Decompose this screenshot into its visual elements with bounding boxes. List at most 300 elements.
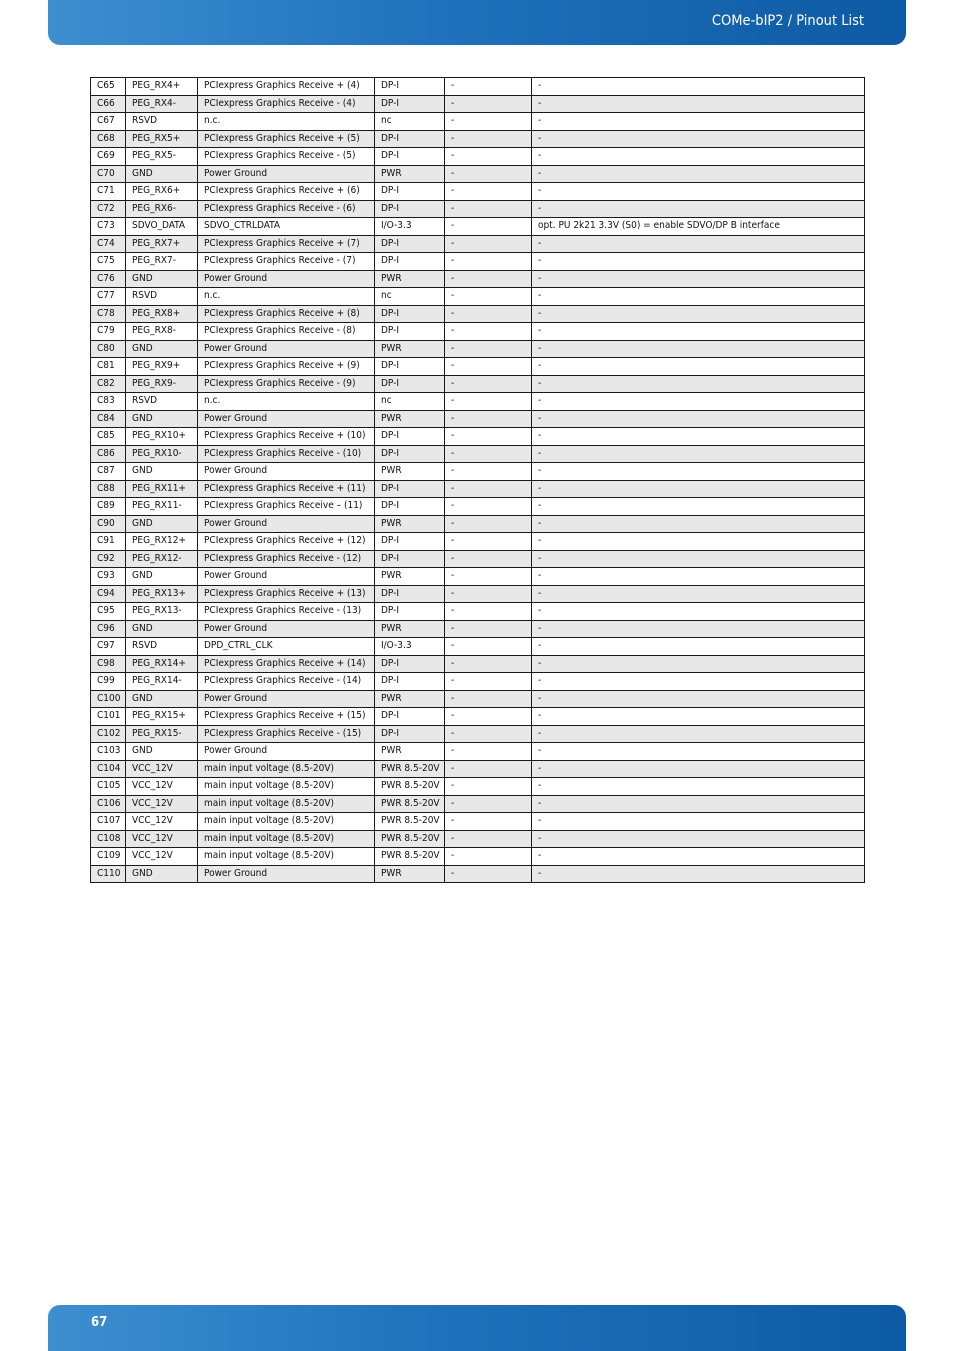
signal-cell: PEG_RX5- [126, 148, 198, 166]
termination-cell: - [445, 795, 532, 813]
comment-cell: - [532, 340, 865, 358]
type-cell: DP-I [375, 480, 445, 498]
comment-cell: - [532, 253, 865, 271]
comment-cell: - [532, 305, 865, 323]
signal-cell: VCC_12V [126, 778, 198, 796]
table-row [91, 393, 865, 411]
description-cell: main input voltage (8.5-20V) [198, 813, 375, 831]
description-cell: PCIexpress Graphics Receive + (7) [198, 235, 375, 253]
table-row [91, 778, 865, 796]
table-row [91, 270, 865, 288]
type-cell: PWR [375, 463, 445, 481]
type-cell: DP-I [375, 673, 445, 691]
signal-cell: PEG_RX6+ [126, 183, 198, 201]
pin-cell: C101 [91, 708, 126, 726]
termination-cell: - [445, 165, 532, 183]
table-row [91, 830, 865, 848]
comment-cell: - [532, 760, 865, 778]
description-cell: PCIexpress Graphics Receive + (4) [198, 78, 375, 96]
table-row [91, 673, 865, 691]
termination-cell: - [445, 585, 532, 603]
comment-cell: - [532, 795, 865, 813]
pin-cell: C108 [91, 830, 126, 848]
type-cell: PWR 8.5-20V [375, 760, 445, 778]
signal-cell: PEG_RX4+ [126, 78, 198, 96]
termination-cell: - [445, 218, 532, 236]
description-cell: PCIexpress Graphics Receive - (9) [198, 375, 375, 393]
termination-cell: - [445, 323, 532, 341]
table-row [91, 515, 865, 533]
signal-cell: VCC_12V [126, 760, 198, 778]
termination-cell: - [445, 848, 532, 866]
pinout-table-body [91, 78, 865, 883]
pin-cell: C93 [91, 568, 126, 586]
type-cell: PWR [375, 515, 445, 533]
signal-cell: GND [126, 463, 198, 481]
description-cell: PCIexpress Graphics Receive - (15) [198, 725, 375, 743]
pin-cell: C99 [91, 673, 126, 691]
pin-cell: C102 [91, 725, 126, 743]
termination-cell: - [445, 760, 532, 778]
comment-cell: - [532, 848, 865, 866]
description-cell: Power Ground [198, 743, 375, 761]
header-bar [48, 0, 906, 45]
type-cell: DP-I [375, 130, 445, 148]
description-cell: Power Ground [198, 690, 375, 708]
type-cell: DP-I [375, 253, 445, 271]
signal-cell: GND [126, 410, 198, 428]
pin-cell: C83 [91, 393, 126, 411]
table-row [91, 428, 865, 446]
description-cell: main input voltage (8.5-20V) [198, 848, 375, 866]
type-cell: DP-I [375, 235, 445, 253]
pin-cell: C80 [91, 340, 126, 358]
pin-cell: C92 [91, 550, 126, 568]
signal-cell: RSVD [126, 288, 198, 306]
type-cell: DP-I [375, 323, 445, 341]
table-row [91, 638, 865, 656]
table-row [91, 708, 865, 726]
termination-cell: - [445, 690, 532, 708]
signal-cell: GND [126, 690, 198, 708]
pin-cell: C88 [91, 480, 126, 498]
description-cell: main input voltage (8.5-20V) [198, 795, 375, 813]
termination-cell: - [445, 183, 532, 201]
pin-cell: C67 [91, 113, 126, 131]
termination-cell: - [445, 428, 532, 446]
comment-cell: - [532, 585, 865, 603]
description-cell: Power Ground [198, 620, 375, 638]
signal-cell: PEG_RX10- [126, 445, 198, 463]
description-cell: PCIexpress Graphics Receive + (14) [198, 655, 375, 673]
type-cell: DP-I [375, 498, 445, 516]
type-cell: PWR [375, 270, 445, 288]
termination-cell: - [445, 113, 532, 131]
comment-cell: - [532, 445, 865, 463]
table-row [91, 218, 865, 236]
table-row [91, 585, 865, 603]
signal-cell: PEG_RX11+ [126, 480, 198, 498]
pin-cell: C104 [91, 760, 126, 778]
description-cell: PCIexpress Graphics Receive + (5) [198, 130, 375, 148]
description-cell: SDVO_CTRLDATA [198, 218, 375, 236]
comment-cell: - [532, 620, 865, 638]
pin-cell: C82 [91, 375, 126, 393]
comment-cell: - [532, 95, 865, 113]
description-cell: Power Ground [198, 410, 375, 428]
description-cell: PCIexpress Graphics Receive - (7) [198, 253, 375, 271]
pin-cell: C66 [91, 95, 126, 113]
termination-cell: - [445, 340, 532, 358]
pin-cell: C100 [91, 690, 126, 708]
termination-cell: - [445, 95, 532, 113]
type-cell: DP-I [375, 78, 445, 96]
pin-cell: C70 [91, 165, 126, 183]
pin-cell: C87 [91, 463, 126, 481]
type-cell: PWR [375, 410, 445, 428]
type-cell: DP-I [375, 445, 445, 463]
table-row [91, 375, 865, 393]
type-cell: DP-I [375, 725, 445, 743]
termination-cell: - [445, 673, 532, 691]
description-cell: Power Ground [198, 515, 375, 533]
comment-cell: - [532, 270, 865, 288]
pin-cell: C81 [91, 358, 126, 376]
table-row [91, 358, 865, 376]
pin-cell: C72 [91, 200, 126, 218]
signal-cell: PEG_RX6- [126, 200, 198, 218]
pin-cell: C79 [91, 323, 126, 341]
signal-cell: VCC_12V [126, 830, 198, 848]
signal-cell: PEG_RX13+ [126, 585, 198, 603]
comment-cell: - [532, 568, 865, 586]
table-row [91, 340, 865, 358]
type-cell: DP-I [375, 305, 445, 323]
description-cell: PCIexpress Graphics Receive - (10) [198, 445, 375, 463]
table-row [91, 113, 865, 131]
signal-cell: RSVD [126, 638, 198, 656]
pin-cell: C73 [91, 218, 126, 236]
footer-bar [48, 1305, 906, 1351]
type-cell: DP-I [375, 708, 445, 726]
table-row [91, 533, 865, 551]
description-cell: PCIexpress Graphics Receive - (13) [198, 603, 375, 621]
signal-cell: PEG_RX5+ [126, 130, 198, 148]
comment-cell: - [532, 148, 865, 166]
termination-cell: - [445, 550, 532, 568]
description-cell: main input voltage (8.5-20V) [198, 760, 375, 778]
table-row [91, 200, 865, 218]
comment-cell: - [532, 78, 865, 96]
pin-cell: C96 [91, 620, 126, 638]
signal-cell: PEG_RX10+ [126, 428, 198, 446]
description-cell: PCIexpress Graphics Receive - (4) [198, 95, 375, 113]
signal-cell: VCC_12V [126, 848, 198, 866]
table-row [91, 183, 865, 201]
pin-cell: C78 [91, 305, 126, 323]
table-row [91, 323, 865, 341]
table-row [91, 865, 865, 883]
termination-cell: - [445, 253, 532, 271]
description-cell: PCIexpress Graphics Receive + (12) [198, 533, 375, 551]
signal-cell: PEG_RX12+ [126, 533, 198, 551]
pin-cell: C105 [91, 778, 126, 796]
pin-cell: C71 [91, 183, 126, 201]
pin-cell: C74 [91, 235, 126, 253]
signal-cell: PEG_RX11- [126, 498, 198, 516]
description-cell: PCIexpress Graphics Receive - (5) [198, 148, 375, 166]
pin-cell: C94 [91, 585, 126, 603]
type-cell: DP-I [375, 550, 445, 568]
type-cell: DP-I [375, 183, 445, 201]
type-cell: I/O-3.3 [375, 638, 445, 656]
description-cell: Power Ground [198, 340, 375, 358]
type-cell: PWR [375, 865, 445, 883]
termination-cell: - [445, 200, 532, 218]
termination-cell: - [445, 358, 532, 376]
comment-cell: - [532, 130, 865, 148]
termination-cell: - [445, 463, 532, 481]
type-cell: nc [375, 288, 445, 306]
type-cell: PWR 8.5-20V [375, 778, 445, 796]
pin-cell: C97 [91, 638, 126, 656]
termination-cell: - [445, 638, 532, 656]
signal-cell: PEG_RX8- [126, 323, 198, 341]
table-row [91, 813, 865, 831]
comment-cell: - [532, 183, 865, 201]
type-cell: PWR [375, 568, 445, 586]
signal-cell: PEG_RX14- [126, 673, 198, 691]
comment-cell: - [532, 463, 865, 481]
table-row [91, 78, 865, 96]
comment-cell: opt. PU 2k21 3.3V (S0) = enable SDVO/DP B interface [532, 218, 865, 236]
signal-cell: VCC_12V [126, 795, 198, 813]
comment-cell: - [532, 323, 865, 341]
pin-cell: C84 [91, 410, 126, 428]
termination-cell: - [445, 445, 532, 463]
pin-cell: C89 [91, 498, 126, 516]
description-cell: Power Ground [198, 270, 375, 288]
signal-cell: SDVO_DATA [126, 218, 198, 236]
description-cell: n.c. [198, 393, 375, 411]
pinout-table [90, 77, 865, 883]
comment-cell: - [532, 830, 865, 848]
termination-cell: - [445, 288, 532, 306]
description-cell: PCIexpress Graphics Receive - (6) [198, 200, 375, 218]
termination-cell: - [445, 410, 532, 428]
comment-cell: - [532, 375, 865, 393]
signal-cell: PEG_RX7- [126, 253, 198, 271]
comment-cell: - [532, 428, 865, 446]
table-row [91, 498, 865, 516]
type-cell: DP-I [375, 428, 445, 446]
comment-cell: - [532, 235, 865, 253]
table-row [91, 410, 865, 428]
comment-cell: - [532, 725, 865, 743]
table-row [91, 235, 865, 253]
type-cell: PWR 8.5-20V [375, 795, 445, 813]
pin-cell: C98 [91, 655, 126, 673]
type-cell: PWR 8.5-20V [375, 830, 445, 848]
pin-cell: C110 [91, 865, 126, 883]
table-row [91, 130, 865, 148]
termination-cell: - [445, 130, 532, 148]
termination-cell: - [445, 148, 532, 166]
pin-cell: C85 [91, 428, 126, 446]
description-cell: PCIexpress Graphics Receive - (14) [198, 673, 375, 691]
table-row [91, 305, 865, 323]
description-cell: n.c. [198, 113, 375, 131]
table-row [91, 725, 865, 743]
document-title: COMe-bIP2 / Pinout List [711, 13, 864, 29]
comment-cell: - [532, 515, 865, 533]
type-cell: DP-I [375, 148, 445, 166]
table-row [91, 795, 865, 813]
comment-cell: - [532, 865, 865, 883]
type-cell: DP-I [375, 200, 445, 218]
description-cell: PCIexpress Graphics Receive – (11) [198, 498, 375, 516]
signal-cell: VCC_12V [126, 813, 198, 831]
description-cell: Power Ground [198, 568, 375, 586]
termination-cell: - [445, 725, 532, 743]
table-row [91, 95, 865, 113]
type-cell: PWR [375, 165, 445, 183]
type-cell: PWR 8.5-20V [375, 848, 445, 866]
signal-cell: PEG_RX13- [126, 603, 198, 621]
comment-cell: - [532, 655, 865, 673]
pin-cell: C65 [91, 78, 126, 96]
table-row [91, 480, 865, 498]
description-cell: PCIexpress Graphics Receive - (8) [198, 323, 375, 341]
table-row [91, 148, 865, 166]
signal-cell: PEG_RX9- [126, 375, 198, 393]
signal-cell: PEG_RX12- [126, 550, 198, 568]
table-row [91, 603, 865, 621]
description-cell: PCIexpress Graphics Receive + (13) [198, 585, 375, 603]
type-cell: DP-I [375, 375, 445, 393]
termination-cell: - [445, 515, 532, 533]
termination-cell: - [445, 620, 532, 638]
termination-cell: - [445, 78, 532, 96]
table-row [91, 165, 865, 183]
type-cell: PWR 8.5-20V [375, 813, 445, 831]
signal-cell: GND [126, 865, 198, 883]
pin-cell: C106 [91, 795, 126, 813]
signal-cell: PEG_RX15- [126, 725, 198, 743]
comment-cell: - [532, 708, 865, 726]
description-cell: PCIexpress Graphics Receive - (12) [198, 550, 375, 568]
type-cell: DP-I [375, 533, 445, 551]
type-cell: PWR [375, 743, 445, 761]
termination-cell: - [445, 778, 532, 796]
table-row [91, 445, 865, 463]
table-row [91, 655, 865, 673]
comment-cell: - [532, 743, 865, 761]
description-cell: PCIexpress Graphics Receive + (9) [198, 358, 375, 376]
signal-cell: GND [126, 340, 198, 358]
signal-cell: GND [126, 620, 198, 638]
signal-cell: GND [126, 515, 198, 533]
comment-cell: - [532, 498, 865, 516]
signal-cell: PEG_RX7+ [126, 235, 198, 253]
termination-cell: - [445, 393, 532, 411]
type-cell: PWR [375, 340, 445, 358]
description-cell: PCIexpress Graphics Receive + (11) [198, 480, 375, 498]
table-row [91, 568, 865, 586]
comment-cell: - [532, 165, 865, 183]
signal-cell: RSVD [126, 113, 198, 131]
termination-cell: - [445, 865, 532, 883]
comment-cell: - [532, 288, 865, 306]
signal-cell: PEG_RX8+ [126, 305, 198, 323]
table-row [91, 743, 865, 761]
termination-cell: - [445, 830, 532, 848]
comment-cell: - [532, 393, 865, 411]
pin-cell: C75 [91, 253, 126, 271]
table-row [91, 253, 865, 271]
description-cell: PCIexpress Graphics Receive + (8) [198, 305, 375, 323]
table-row [91, 848, 865, 866]
termination-cell: - [445, 375, 532, 393]
termination-cell: - [445, 305, 532, 323]
comment-cell: - [532, 638, 865, 656]
table-row [91, 760, 865, 778]
termination-cell: - [445, 235, 532, 253]
type-cell: nc [375, 393, 445, 411]
description-cell: Power Ground [198, 865, 375, 883]
comment-cell: - [532, 550, 865, 568]
comment-cell: - [532, 113, 865, 131]
type-cell: DP-I [375, 358, 445, 376]
termination-cell: - [445, 498, 532, 516]
comment-cell: - [532, 358, 865, 376]
signal-cell: PEG_RX9+ [126, 358, 198, 376]
termination-cell: - [445, 655, 532, 673]
table-row [91, 620, 865, 638]
type-cell: PWR [375, 690, 445, 708]
signal-cell: GND [126, 165, 198, 183]
type-cell: DP-I [375, 655, 445, 673]
signal-cell: GND [126, 568, 198, 586]
description-cell: main input voltage (8.5-20V) [198, 830, 375, 848]
signal-cell: RSVD [126, 393, 198, 411]
comment-cell: - [532, 410, 865, 428]
termination-cell: - [445, 533, 532, 551]
type-cell: I/O-3.3 [375, 218, 445, 236]
signal-cell: GND [126, 743, 198, 761]
comment-cell: - [532, 200, 865, 218]
type-cell: DP-I [375, 95, 445, 113]
table-row [91, 288, 865, 306]
comment-cell: - [532, 813, 865, 831]
pin-cell: C76 [91, 270, 126, 288]
pin-cell: C90 [91, 515, 126, 533]
description-cell: n.c. [198, 288, 375, 306]
type-cell: nc [375, 113, 445, 131]
termination-cell: - [445, 568, 532, 586]
description-cell: PCIexpress Graphics Receive + (10) [198, 428, 375, 446]
pin-cell: C109 [91, 848, 126, 866]
description-cell: PCIexpress Graphics Receive + (15) [198, 708, 375, 726]
signal-cell: GND [126, 270, 198, 288]
pin-cell: C77 [91, 288, 126, 306]
comment-cell: - [532, 778, 865, 796]
termination-cell: - [445, 603, 532, 621]
description-cell: PCIexpress Graphics Receive + (6) [198, 183, 375, 201]
pin-cell: C91 [91, 533, 126, 551]
signal-cell: PEG_RX15+ [126, 708, 198, 726]
signal-cell: PEG_RX14+ [126, 655, 198, 673]
